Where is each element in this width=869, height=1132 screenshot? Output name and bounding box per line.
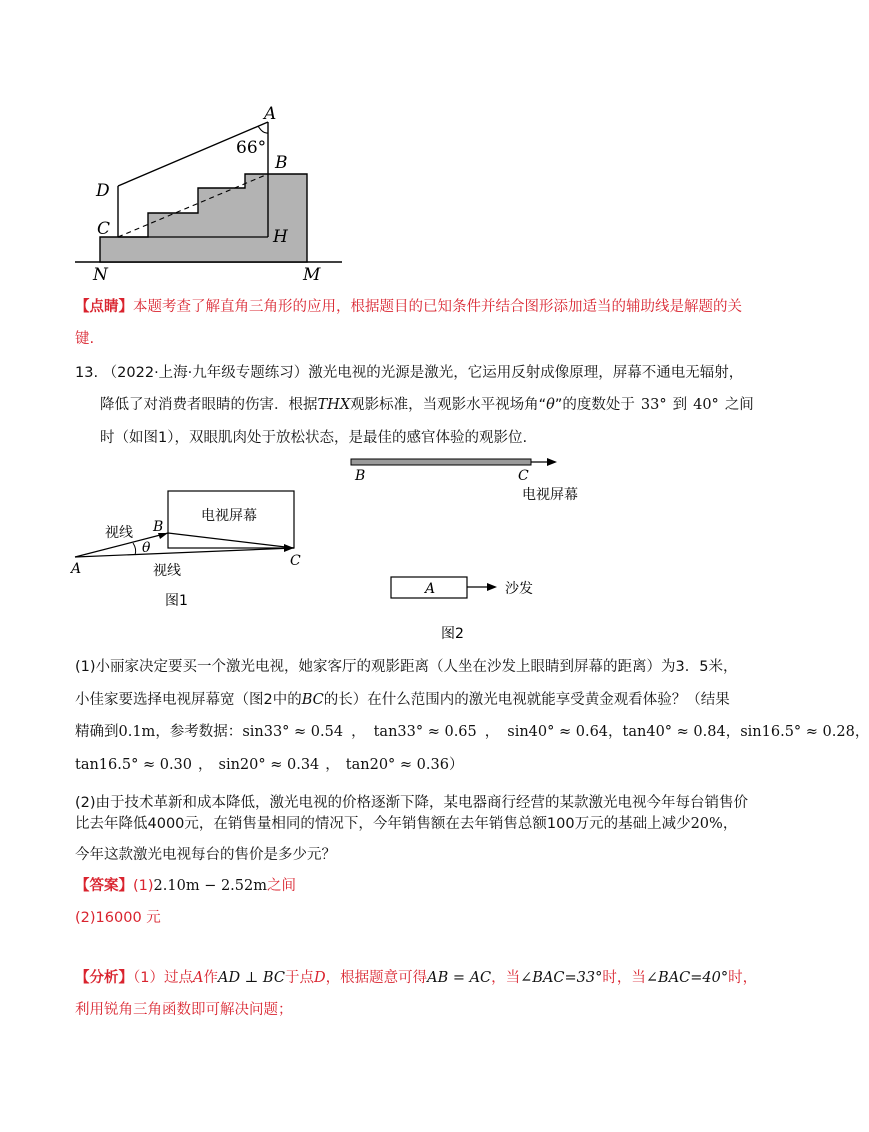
q13-line2-e: 之间	[724, 397, 754, 413]
part1-bc: BC	[301, 692, 324, 708]
answer-1-tail: 之间	[266, 878, 296, 894]
staircase-figure	[70, 100, 360, 285]
analysis-p3: 于点	[284, 970, 314, 986]
part1-line-1	[75, 657, 738, 677]
fig1-label-c: C	[290, 553, 301, 569]
label-m: M	[303, 265, 321, 285]
part2-text-2b: ，	[722, 816, 738, 832]
part1-text-3a: 精确到	[75, 724, 119, 740]
part2-line-1	[75, 793, 748, 813]
ref-tan40: tan40° ≈ 0.84	[622, 724, 726, 740]
analysis-bac33: ∠BAC=33°	[520, 970, 603, 986]
fig2-sofa-label: 沙发	[505, 581, 533, 597]
sep-5: ，	[854, 724, 869, 740]
angle-arc	[258, 126, 268, 133]
ref-sin16-5: sin16.5° ≈ 0.28	[740, 724, 855, 740]
ref-tan33: tan33° ≈ 0.65	[373, 724, 477, 740]
analysis-point-d: D	[313, 970, 326, 986]
q13-deg33: 33°	[640, 397, 667, 413]
label-b: B	[275, 153, 288, 173]
part2-line-3	[75, 845, 336, 865]
analysis-p2: 作	[203, 970, 218, 986]
sep-6: ，	[198, 757, 213, 773]
fig2-caption: 图2	[441, 626, 464, 642]
fig2-screen-bar	[351, 459, 531, 465]
q13-line2-a: 降低了对消费者眼睛的伤害．根据	[100, 397, 318, 413]
sep-2: ，	[484, 724, 500, 740]
sight-line-ac	[75, 548, 294, 557]
sep-3: ，	[608, 724, 623, 740]
q13-line-2	[100, 395, 754, 415]
answer-line-2	[75, 908, 161, 928]
part2-text-2a: 比去年降低4000元，在销售量相同的情况下，今年销售额在去年销售总额100万元的基础上减少	[75, 816, 691, 832]
ref-tan20: tan20° ≈ 0.36	[345, 757, 449, 773]
q13-line1-text: 激光电视的光源是激光，它运用反射成像原理，屏幕不通电无辐射，	[308, 365, 744, 381]
fig1-sight-1: 视线	[105, 525, 133, 541]
label-c: C	[97, 219, 111, 239]
q13-line2-b: 观影标准，当观影水平视场角“	[350, 397, 547, 413]
part1-text-2b: 的长）在什么范围内的激光电视就能享受黄金观看体验？（结果	[323, 692, 730, 708]
part1-precision: 0.1m	[118, 724, 156, 740]
analysis-point-a: A	[192, 970, 204, 986]
fig2-label-a: A	[425, 581, 436, 597]
dianjing-tag: 【点睛】	[75, 299, 133, 315]
fig1-label-b: B	[153, 519, 164, 535]
fig1-screen-label: 电视屏幕	[201, 508, 257, 524]
analysis-tag: 【分析】	[75, 970, 133, 986]
analysis-p1: （1）过点	[133, 970, 193, 986]
q13-line2-c: ”的度数处于	[554, 397, 635, 413]
analysis-p4: ，根据题意可得	[325, 970, 428, 986]
dianjing-text-2: 键.	[75, 331, 95, 347]
sep-4: ，	[725, 724, 741, 740]
angle-66: 66°	[236, 138, 267, 158]
analysis-ad-bc: AD ⊥ BC	[217, 970, 285, 986]
q13-number: 13.	[75, 365, 99, 381]
fig2-screen-arrowhead	[547, 458, 557, 466]
q13-line-1	[75, 363, 743, 383]
analysis-line-1	[75, 968, 757, 988]
dianjing-line-2	[75, 329, 94, 349]
answer-line-1	[75, 876, 296, 896]
part1-line-4	[75, 755, 463, 775]
figure-2	[345, 453, 585, 648]
dianjing-text-1: 本题考查了解直角三角形的应用，根据题目的已知条件并结合图形添加适当的辅助线是解题的关	[133, 299, 742, 315]
part1-text-1: (1)小丽家决定要买一个激光电视，她家客厅的观影距离（人坐在沙发上眼睛到屏幕的距离）为3．5米，	[75, 659, 738, 675]
fig2-label-b: B	[355, 468, 366, 484]
q13-source: （2022·上海·九年级专题练习）	[102, 365, 309, 381]
label-a: A	[264, 104, 277, 124]
ref-sin33: sin33° ≈ 0.54	[242, 724, 344, 740]
sep-1: ，	[351, 724, 366, 740]
part1-text-3b: ，参考数据：	[155, 724, 243, 740]
label-n: N	[93, 265, 108, 285]
fig1-sight-2: 视线	[153, 563, 181, 579]
fig2-screen-label: 电视屏幕	[522, 487, 578, 503]
analysis-p5: ，当	[491, 970, 521, 986]
fig1-label-a: A	[71, 561, 82, 577]
q13-thx: THX	[317, 397, 351, 413]
fig1-caption: 图1	[165, 593, 188, 609]
sep-7: ，	[325, 757, 340, 773]
part2-line-2	[75, 814, 737, 834]
q13-line-3	[100, 428, 527, 448]
q13-deg40: 40°	[693, 397, 719, 413]
q13-line3: 时（如图1），双眼肌肉处于放松状态，是最佳的感官体验的观影位.	[100, 430, 528, 446]
stairs-shape	[100, 174, 307, 262]
part1-line-2	[75, 690, 730, 710]
label-d: D	[96, 181, 110, 201]
part2-text-1: (2)由于技术革新和成本降低，激光电视的价格逐渐下降，某电器商行经营的某款激光电视今年每台销售价	[75, 795, 749, 811]
part1-line-3	[75, 722, 869, 742]
part2-text-3: 今年这款激光电视每台的售价是多少元？	[75, 847, 336, 863]
part1-text-2a: 小佳家要选择电视屏幕宽（图2中的	[75, 692, 302, 708]
answer-1-range: 2.10m − 2.52m	[153, 878, 267, 894]
part1-close: ）	[448, 757, 464, 773]
analysis-l2: 利用锐角三角函数即可解决问题；	[75, 1002, 293, 1018]
fig2-label-c: C	[518, 468, 529, 484]
dianjing-line-1	[75, 297, 742, 317]
analysis-p7: 时，	[728, 970, 758, 986]
fig2-sofa-arrowhead	[487, 583, 497, 591]
theta-arc	[133, 543, 136, 555]
answer-1-num: (1)	[133, 878, 154, 894]
q13-line2-d: 到	[672, 397, 688, 413]
analysis-p6: 时，当	[602, 970, 646, 986]
ref-tan16-5: tan16.5° ≈ 0.30	[75, 757, 192, 773]
part2-percent: 20%	[690, 816, 723, 832]
analysis-bac40: ∠BAC=40°	[645, 970, 729, 986]
figure-1	[65, 485, 325, 610]
ref-sin40: sin40° ≈ 0.64	[507, 724, 609, 740]
analysis-ab-ac: AB = AC	[427, 970, 492, 986]
answer-tag: 【答案】	[75, 878, 133, 894]
ref-sin20: sin20° ≈ 0.34	[218, 757, 320, 773]
label-h: H	[273, 227, 288, 247]
analysis-line-2	[75, 1000, 293, 1020]
answer-2: (2)16000 元	[75, 910, 161, 926]
fig1-theta: θ	[142, 540, 151, 556]
q13-theta: θ	[546, 397, 555, 413]
